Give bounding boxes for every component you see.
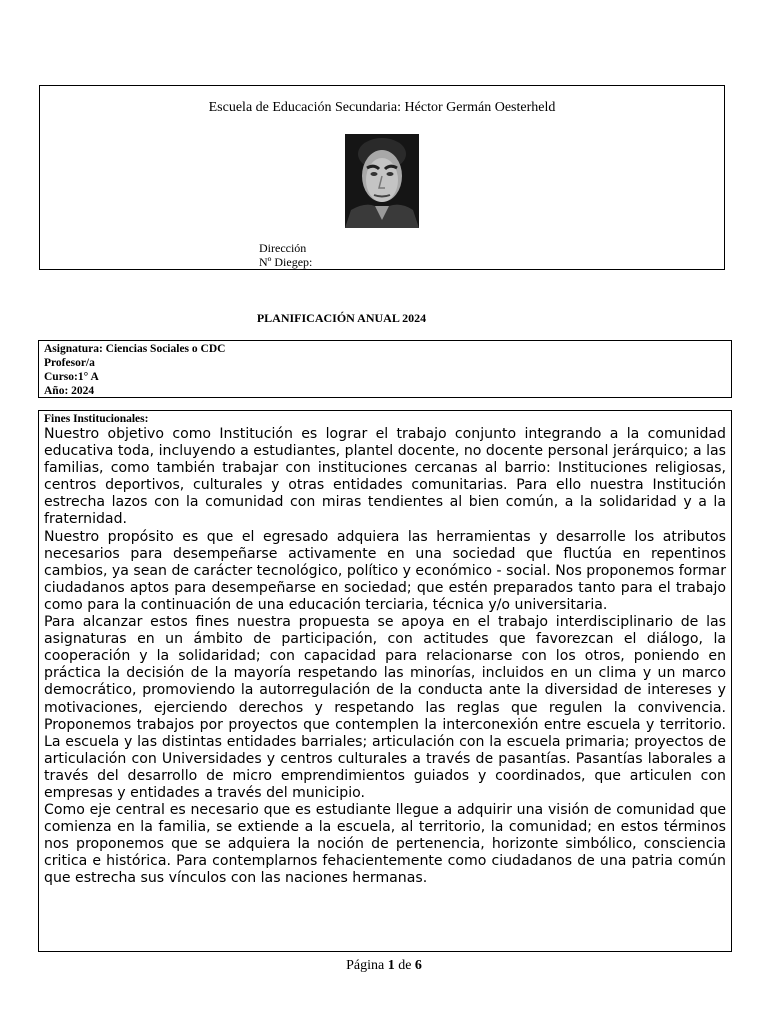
footer-current-page: 1 [387,958,395,973]
fines-institucionales-box [38,410,732,952]
fines-label: Fines Institucionales: [44,413,149,425]
diegep-label: Nº Diegep: [259,255,313,269]
direccion-block [259,241,312,269]
profesor-line: Profesor/a [44,357,95,369]
fines-paragraph: Nuestro propósito es que el egresado adquiera las herramientas y desarrolle los atributos necesarios para desempeñarse activamente en una sociedad que fluctúa en repentinos cambios, ya sean de carácter tecnológico, político y económico - social. Nos proponemos formar ciudadanos aptos para desempeñarse en sociedad; que estén preparados tanto para el trabajo como para la continuación de una educación terciaria, técnica y/o universitaria. [44,528,726,613]
footer-total-pages: 6 [414,958,422,973]
anio-line: Año: 2024 [44,385,95,397]
portrait-photo [345,134,419,228]
header-box [39,85,725,270]
asignatura-line: Asignatura: Ciencias Sociales o CDC [44,343,226,355]
school-name: Escuela de Educación Secundaria: Héctor Germán Oesterheld [208,100,556,115]
fines-paragraph: Nuestro objetivo como Institución es lograr el trabajo conjunto integrando a la comunidad educativa toda, incluyendo a estudiantes, plantel docente, no docente personal jerárquico; a las familias, como también trabajar con instituciones cercanas al barrio: Instituciones religiosas, centros deportivos, culturales y otras entidades comunitarias. Para ello nuestra Institución estrecha lazos con la comunidad con miras tendientes al bien común, a la solidaridad y a la fraternidad. [44,426,726,528]
curso-line: Curso:1° A [44,371,99,383]
course-info-box [38,340,732,398]
footer-prefix: Página [346,958,385,973]
page-footer [0,958,768,974]
footer-of: de [398,958,412,973]
fines-paragraph: Para alcanzar estos fines nuestra propuesta se apoya en el trabajo interdisciplinario de las asignaturas en un ámbito de participación, con actitudes que favorezcan el diálogo, la cooperación y la solidaridad; con capacidad para relacionarse con los otros, poniendo en práctica la decisión de la mayoría respetando las minorías, incluidos en un clima y un marco democrático, promoviendo la autorregulación de la conducta ante la diversidad de intereses y motivaciones, ejerciendo derechos y respetando las reglas que regulen la convivencia. Proponemos trabajos por proyectos que contemplen la interconexión entre escuela y territorio. La escuela y las distintas entidades barriales; articulación con la escuela primaria; proyectos de articulación con Universidades y centros culturales a través de pasantías. Pasantías laborales a través del desarrollo de micro emprendimientos guiados y coordinados, que articulen con empresas y entidades a través del municipio. [44,614,726,801]
direccion-label: Dirección [259,241,307,255]
page-title: PLANIFICACIÓN ANUAL 2024 [256,311,427,325]
fines-paragraph: Como eje central es necesario que es estudiante llegue a adquirir una visión de comunidad que comienza en la familia, se extiende a la escuela, al territorio, la comunidad; en estos términos nos proponemos que se adquiera la noción de pertenencia, horizonte simbólico, consciencia critica e histórica. Para contemplarnos fehacientemente como ciudadanos de una patria común que estrecha sus vínculos con las naciones hermanas. [44,802,726,887]
